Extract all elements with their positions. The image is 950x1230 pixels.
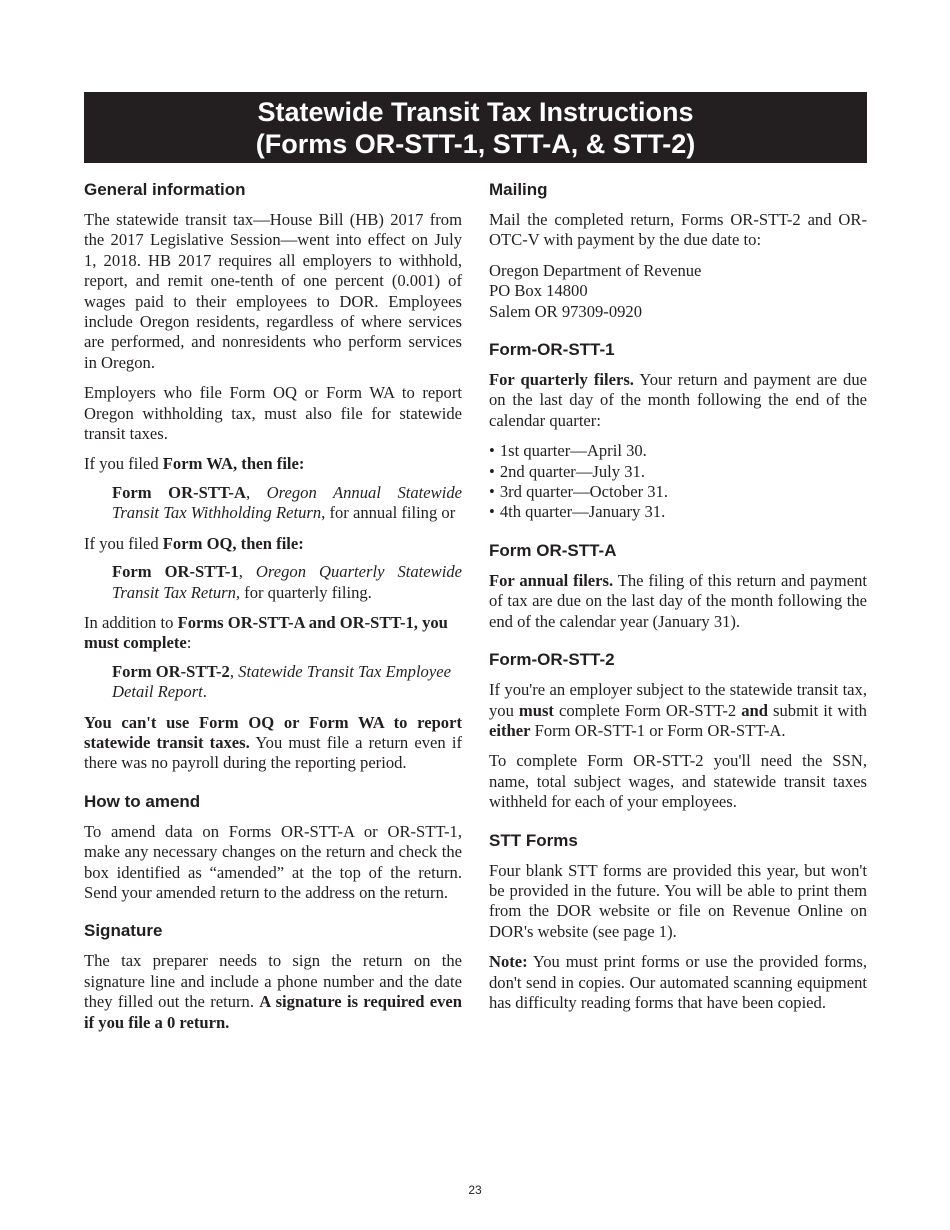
mailing-paragraph: Mail the completed return, Forms OR-STT-2 and OR-OTC-V with payment by the due date to: [489,210,867,250]
left-column [84,180,462,1043]
page-title-line-1: Statewide Transit Tax Instructions [257,96,694,127]
list-item: • 2nd quarter—July 31. [489,462,867,482]
annual-filers-paragraph: For annual filers. The filing of this return and payment of tax are due on the last day of the month following the end of the calendar year (January 31). [489,570,867,631]
address-line: Salem OR 97309-0920 [489,301,643,321]
form-or-stt-a-heading: Form OR-STT-A [489,540,617,560]
addition-line: In addition to Forms OR-STT-A and OR-STT-1, you must complete: [84,612,448,653]
page-number: 23 [468,1183,482,1197]
address-line: Oregon Department of Revenue [489,260,702,280]
page-title-banner [84,92,867,163]
how-to-amend-heading: How to amend [84,791,201,811]
quarterly-filers-paragraph: For quarterly filers. Your return and payment are due on the last day of the month following the end of the calendar quarter: [489,370,867,430]
general-paragraph-1: The statewide transit tax—House Bill (HB) 2017 from the 2017 Legislative Session—went into effect on July 1, 2018. HB 2017 requires all employers to withhold, report, and remit one-tenth of one percent (0.001) of wages paid to their employees to DOR. Employees include Oregon residents, regardless of where services are performed, and nonresidents who perform services in Oregon. [84,210,462,372]
form-wa-line: If you filed Form WA, then file: [84,454,305,474]
signature-paragraph: The tax preparer needs to sign the return on the signature line and include a phone number and the date they filled out the return. A signature is required even if you file a 0 return. [84,951,463,1032]
mailing-heading: Mailing [489,180,548,199]
amend-paragraph: To amend data on Forms OR-STT-A or OR-STT-1, make any necessary changes on the return and check the box identified as “amended” at the top of the return. Send your amended return to the address on the return. [84,821,462,902]
general-information-heading: General information [84,180,246,199]
stt-2-paragraph-2: To complete Form OR-STT-2 you'll need the SSN, name, total subject wages, and statewide transit taxes withheld for each of your employees. [489,751,867,812]
address-line: PO Box 14800 [489,281,588,301]
list-item: • 1st quarter—April 30. [489,441,867,461]
stt-2-paragraph-1: If you're an employer subject to the statewide transit tax, you must complete Form OR-STT-2 and submit it with either Form OR-STT-1 or Form OR-STT-A. [489,680,867,740]
form-or-stt-1-entry: Form OR-STT-1, Oregon Quarterly Statewide Transit Tax Return, for quarterly filing. [112,562,462,602]
page-title-line-2: (Forms OR-STT-1, STT-A, & STT-2) [255,128,696,159]
quarter-due-dates-list [489,441,867,523]
form-or-stt-a-entry: Form OR-STT-A, Oregon Annual Statewide Transit Tax Withholding Return, for annual filing or [112,482,462,523]
mailing-address [489,261,867,322]
list-item: • 3rd quarter—October 31. [489,482,867,502]
general-paragraph-2: Employers who file Form OQ or Form WA to report Oregon withholding tax, must also file for statewide transit taxes. [84,383,462,444]
form-or-stt-2-entry: Form OR-STT-2, Statewide Transit Tax Employee Detail Report. [112,661,451,702]
list-item: • 4th quarter—January 31. [489,502,867,522]
form-oq-line: If you filed Form OQ, then file: [84,533,304,553]
form-or-stt-1-heading: Form-OR-STT-1 [489,340,615,360]
right-column [489,180,867,1023]
form-or-stt-2-heading: Form-OR-STT-2 [489,650,615,670]
stt-forms-paragraph: Four blank STT forms are provided this year, but won't be provided in the future. You will be able to print them from the DOR website or file on Revenue Online on DOR's website (see page 1). [489,860,867,941]
stt-forms-heading: STT Forms [489,830,578,850]
note-paragraph: Note: You must print forms or use the provided forms, don't send in copies. Our automated scanning equipment has difficulty reading forms that have been copied. [489,952,867,1012]
cant-use-paragraph: You can't use Form OQ or Form WA to report statewide transit taxes. You must file a return even if there was no payroll during the reporting period. [84,712,462,773]
signature-heading: Signature [84,921,163,941]
